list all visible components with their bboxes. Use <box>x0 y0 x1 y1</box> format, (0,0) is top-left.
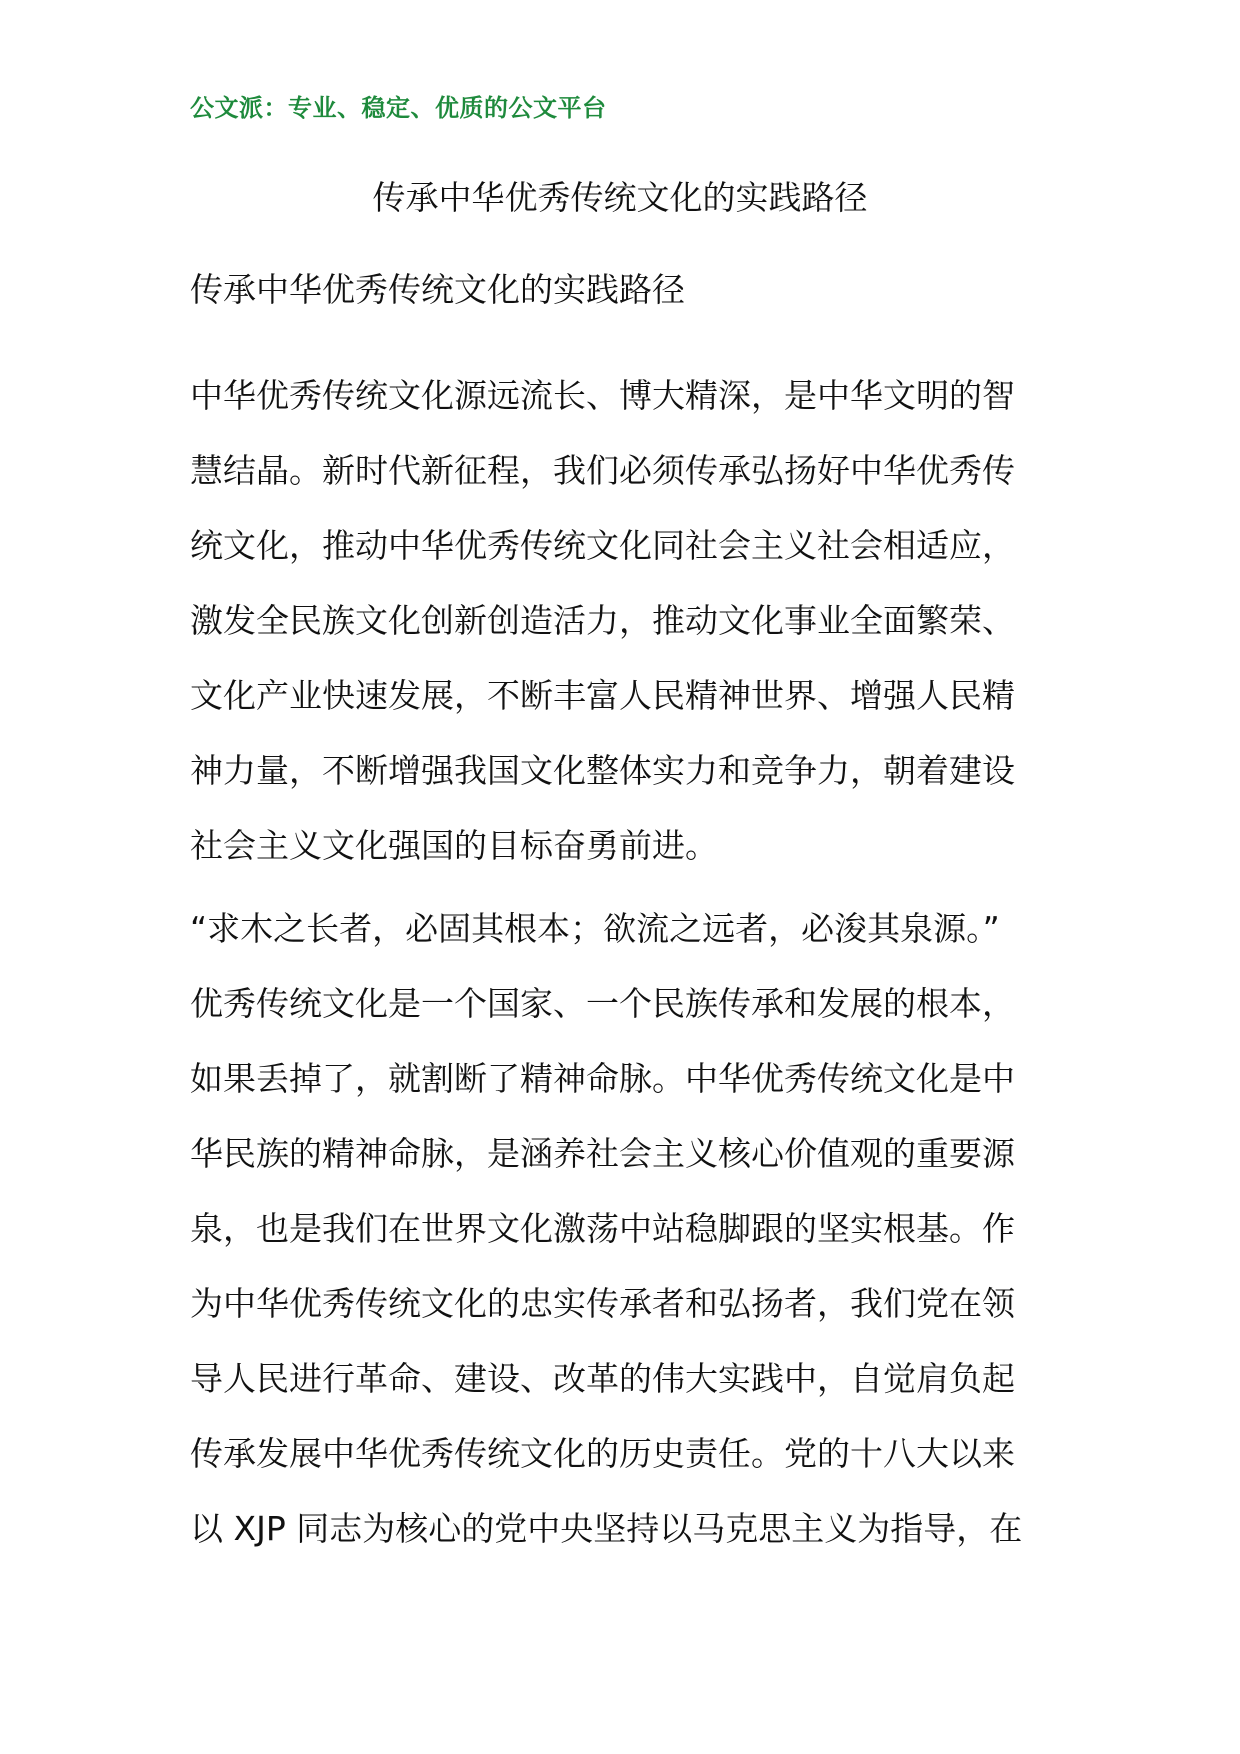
paragraph-line: 泉，也是我们在世界文化激荡中站稳脚跟的坚实根基。作 <box>190 1209 1015 1248</box>
paragraph-line: 统文化，推动中华优秀传统文化同社会主义社会相适应， <box>190 526 1015 565</box>
paragraph-line: 为中华优秀传统文化的忠实传承者和弘扬者，我们党在领 <box>190 1284 1015 1323</box>
paragraph-line: “求木之长者，必固其根本；欲流之远者，必浚其泉源。” <box>190 909 1000 948</box>
paragraph-2 <box>190 891 1060 1566</box>
paragraph-line: 社会主义文化强国的目标奋勇前进。 <box>190 826 718 865</box>
paragraph-line: 导人民进行革命、建设、改革的伟大实践中，自觉肩负起 <box>190 1359 1015 1398</box>
paragraph-line: 华民族的精神命脉，是涵养社会主义核心价值观的重要源 <box>190 1134 1015 1173</box>
document-subtitle: 传承中华优秀传统文化的实践路径 <box>190 270 685 309</box>
paragraph-line: 传承发展中华优秀传统文化的历史责任。党的十八大以来 <box>190 1434 1015 1473</box>
paragraph-line: 如果丢掉了，就割断了精神命脉。中华优秀传统文化是中 <box>190 1059 1015 1098</box>
paragraph-line: 慧结晶。新时代新征程，我们必须传承弘扬好中华优秀传 <box>190 451 1015 490</box>
paragraph-line: 以 XJP 同志为核心的党中央坚持以马克思主义为指导，在 <box>190 1509 1023 1548</box>
paragraph-line: 神力量，不断增强我国文化整体实力和竞争力，朝着建设 <box>190 751 1015 790</box>
document-title: 传承中华优秀传统文化的实践路径 <box>372 178 868 217</box>
paragraph-line: 优秀传统文化是一个国家、一个民族传承和发展的根本， <box>190 984 1015 1023</box>
paragraph-line: 中华优秀传统文化源远流长、博大精深，是中华文明的智 <box>190 376 1015 415</box>
site-header: 公文派：专业、稳定、优质的公文平台 <box>190 94 607 122</box>
paragraph-line: 文化产业快速发展，不断丰富人民精神世界、增强人民精 <box>190 676 1015 715</box>
paragraph-1 <box>190 358 1060 883</box>
paragraph-line: 激发全民族文化创新创造活力，推动文化事业全面繁荣、 <box>190 601 1015 640</box>
